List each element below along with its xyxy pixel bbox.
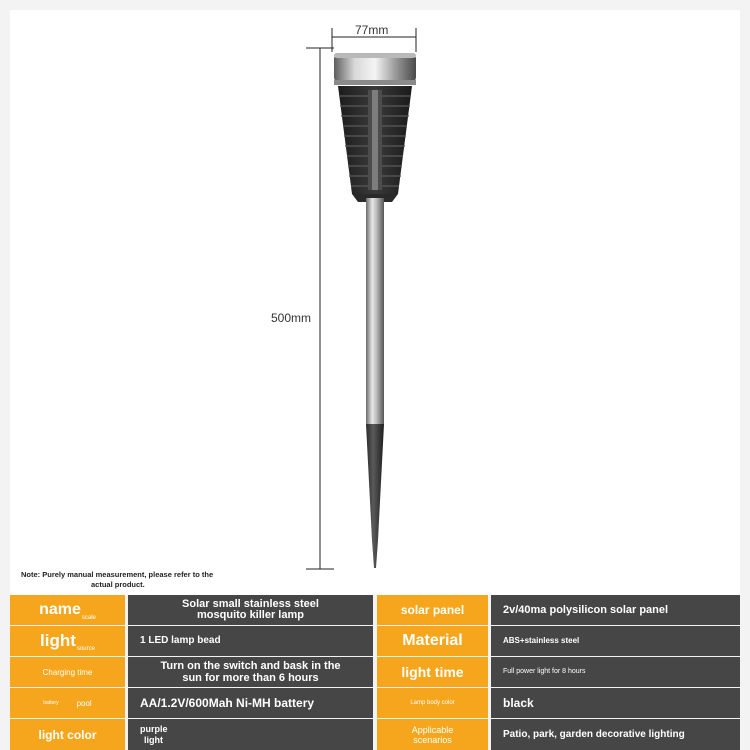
spec-label-battery-text: pool: [76, 698, 92, 708]
spec-value-light-color: [128, 719, 373, 750]
spec-value-light-time: Full power light for 8 hours: [491, 657, 740, 687]
spec-label-light-time: light time: [377, 657, 488, 687]
width-dimension-label: 77mm: [355, 23, 389, 37]
spec-label-battery: [10, 688, 125, 718]
spec-value-name-line1: Solar small stainless steel: [182, 598, 319, 610]
spec-value-light-color-line2: light: [144, 734, 163, 745]
spec-label-battery-pre: battery: [43, 700, 59, 706]
spec-label-light-source: [10, 626, 125, 656]
spec-value-name-line2: mosquito killer lamp: [197, 609, 304, 621]
spec-label-name: [10, 595, 125, 625]
spec-label-applicable-scenarios-line1: Applicable: [411, 724, 454, 735]
spec-value-material: ABS+stainless steel: [491, 626, 740, 656]
measurement-note: [21, 570, 221, 590]
spec-label-charging-time: Charging time: [10, 657, 125, 687]
lamp-pole: [366, 198, 384, 424]
spec-value-battery: AA/1.2V/600Mah Ni-MH battery: [128, 688, 373, 718]
spec-table: [10, 595, 740, 750]
spec-value-light-color-line1: purple: [140, 723, 168, 734]
height-dimension-marker: [306, 48, 334, 569]
spec-label-applicable-scenarios-line2: scenarios: [413, 734, 452, 745]
lamp-cap: [334, 53, 416, 85]
spec-label-light-source-sub: source: [76, 646, 95, 652]
spec-label-lamp-body-color: Lamp body color: [377, 688, 488, 718]
spec-label-light-source-text: light: [40, 631, 76, 650]
spec-label-material: Material: [377, 626, 488, 656]
measurement-note-line1: Note: Purely manual measurement, please refer to the: [21, 570, 214, 579]
spec-value-solar-panel: 2v/40ma polysilicon solar panel: [491, 595, 740, 625]
spec-value-lamp-body-color: black: [491, 688, 740, 718]
spec-value-charging-time-line2: sun for more than 6 hours: [182, 672, 319, 684]
spec-value-applicable-scenarios: Patio, park, garden decorative lighting: [491, 719, 740, 750]
spec-value-charging-time: [128, 657, 373, 687]
mosquito-cage: [338, 86, 412, 202]
spec-label-name-text: name: [39, 601, 81, 618]
spec-label-light-color: light color: [10, 719, 125, 750]
measurement-note-line2: actual product.: [91, 580, 145, 589]
ground-spike: [366, 424, 384, 568]
height-dimension-label: 500mm: [271, 311, 312, 325]
spec-label-applicable-scenarios: [377, 719, 488, 750]
spec-value-name: [128, 595, 373, 625]
spec-label-solar-panel: solar panel: [377, 595, 488, 625]
spec-value-charging-time-line1: Turn on the switch and bask in the: [160, 660, 341, 672]
spec-label-name-sub: scale: [81, 615, 96, 621]
spec-value-light-source: 1 LED lamp bead: [128, 626, 373, 656]
